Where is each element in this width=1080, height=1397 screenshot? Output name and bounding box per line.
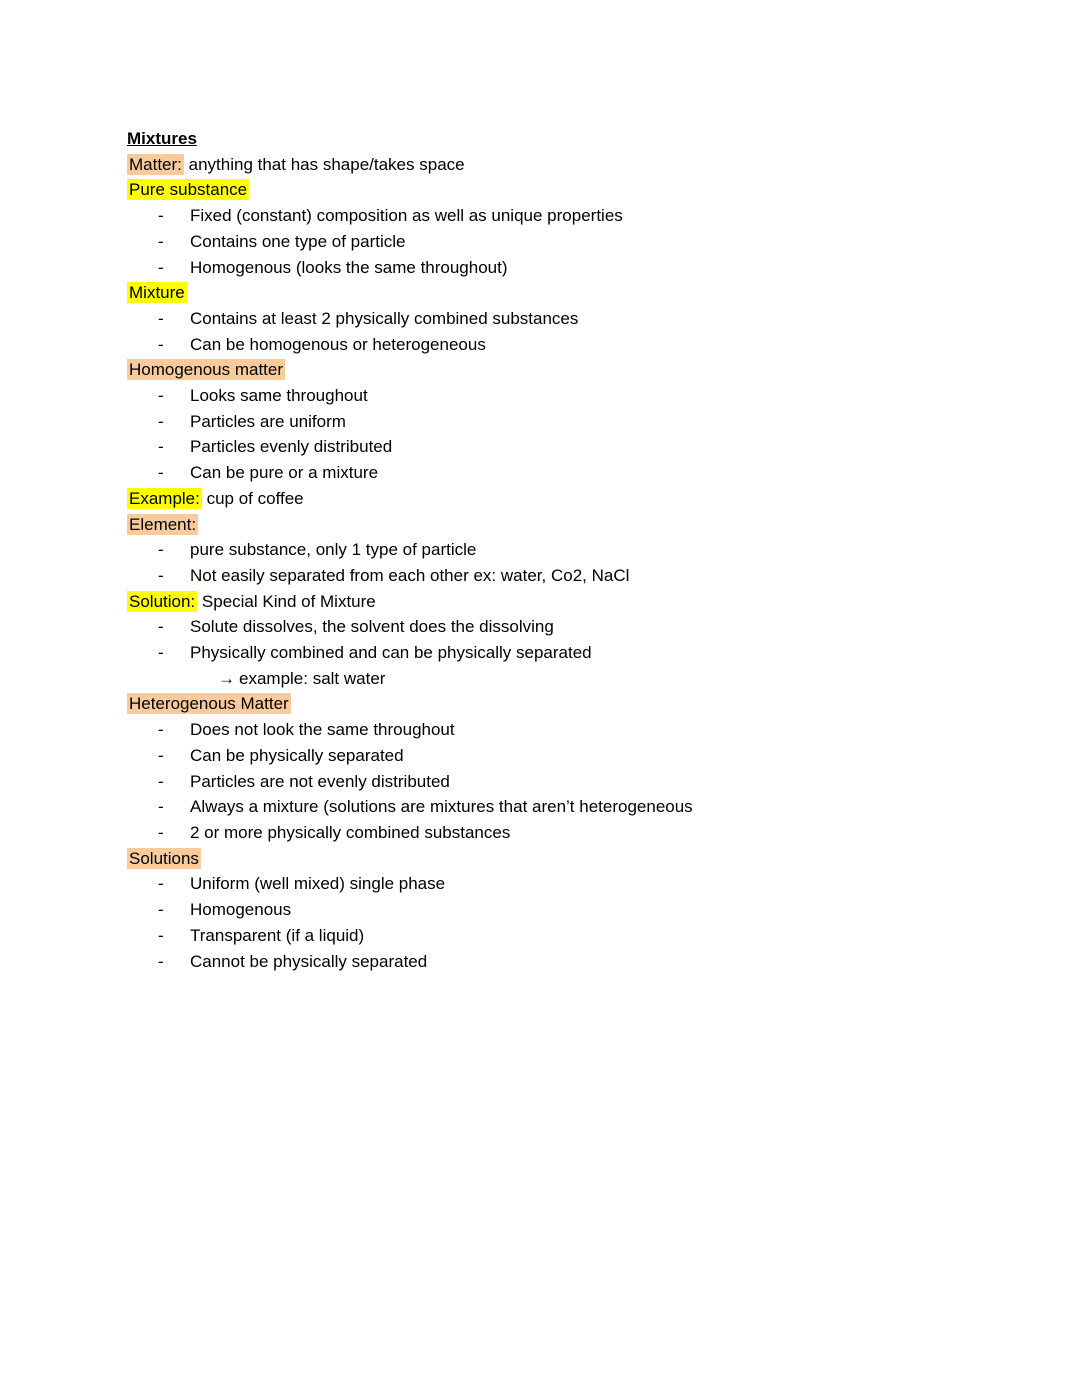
highlighted-term: Homogenous matter: [129, 360, 284, 380]
bullet-dash-marker: -: [158, 565, 164, 585]
bullet-text: 2 or more physically combined substances: [190, 822, 511, 842]
bullet-item: [127, 717, 957, 743]
bullet-item: [127, 383, 957, 409]
bullet-item: [127, 409, 957, 435]
bullet-dash-marker: -: [158, 951, 164, 971]
bullet-text: Contains at least 2 physically combined substances: [190, 308, 579, 328]
bullet-item: [127, 537, 957, 563]
bullet-text: Particles are not evenly distributed: [190, 771, 450, 791]
term-line: [127, 589, 957, 615]
term-definition: anything that has shape/takes space: [183, 154, 465, 174]
bullet-item: [127, 563, 957, 589]
bullet-item: [127, 743, 957, 769]
bullet-item: [127, 229, 957, 255]
highlighted-term: Element:: [129, 514, 197, 534]
term-line: [127, 177, 957, 203]
bullet-item: [127, 897, 957, 923]
bullet-dash-marker: -: [158, 745, 164, 765]
bullet-dash-marker: -: [158, 874, 164, 894]
bullet-text: Can be homogenous or heterogeneous: [190, 334, 486, 354]
bullet-text: Cannot be physically separated: [190, 951, 428, 971]
bullet-text: Homogenous: [190, 900, 292, 920]
bullet-text: Physically combined and can be physically separated: [190, 643, 592, 663]
bullet-text: Homogenous (looks the same throughout): [190, 257, 508, 277]
term-definition: cup of coffee: [201, 488, 304, 508]
bullet-item: [127, 640, 957, 666]
term-line: [127, 152, 957, 178]
bullet-item: [127, 871, 957, 897]
subnote-text: example: salt water: [239, 668, 386, 688]
bullet-text: Not easily separated from each other ex: water, Co2, NaCl: [190, 565, 630, 585]
term-definition: Special Kind of Mixture: [197, 591, 376, 611]
bullet-dash-marker: -: [158, 720, 164, 740]
term-line: [127, 486, 957, 512]
bullet-item: [127, 769, 957, 795]
bullet-item: [127, 614, 957, 640]
bullet-item: [127, 794, 957, 820]
bullet-text: Particles evenly distributed: [190, 437, 393, 457]
bullet-dash-marker: -: [158, 822, 164, 842]
bullet-item: [127, 332, 957, 358]
bullet-dash-marker: -: [158, 617, 164, 637]
highlighted-term: Solutions: [129, 848, 199, 868]
arrow-subnote: [127, 666, 957, 692]
highlighted-term: Heterogenous Matter: [129, 694, 289, 714]
bullet-dash-marker: -: [158, 386, 164, 406]
bullet-dash-marker: -: [158, 411, 164, 431]
term-line: [127, 512, 957, 538]
bullet-item: [127, 820, 957, 846]
bullet-dash-marker: -: [158, 797, 164, 817]
bullet-dash-marker: -: [158, 334, 164, 354]
highlighted-term: Matter:: [129, 154, 182, 174]
term-line: [127, 691, 957, 717]
bullet-text: Solute dissolves, the solvent does the dissolving: [190, 617, 554, 637]
bullet-dash-marker: -: [158, 308, 164, 328]
bullet-item: [127, 923, 957, 949]
bullet-text: Fixed (constant) composition as well as unique properties: [190, 206, 623, 226]
bullet-item: [127, 203, 957, 229]
bullet-dash-marker: -: [158, 900, 164, 920]
highlighted-term: Mixture: [129, 283, 185, 303]
bullet-text: Particles are uniform: [190, 411, 346, 431]
bullet-text: Can be physically separated: [190, 745, 404, 765]
bullet-text: pure substance, only 1 type of particle: [190, 540, 477, 560]
bullet-text: Can be pure or a mixture: [190, 463, 379, 483]
highlighted-term: Pure substance: [129, 180, 248, 200]
bullet-text: Always a mixture (solutions are mixtures that aren’t heterogeneous: [190, 797, 693, 817]
bullet-dash-marker: -: [158, 231, 164, 251]
term-line: [127, 280, 957, 306]
bullet-text: Looks same throughout: [190, 386, 368, 406]
term-line: [127, 846, 957, 872]
bullet-dash-marker: -: [158, 643, 164, 663]
bullet-item: [127, 949, 957, 975]
bullet-dash-marker: -: [158, 540, 164, 560]
doc-title: Mixtures: [127, 129, 197, 148]
bullet-dash-marker: -: [158, 925, 164, 945]
document-content: [127, 126, 957, 974]
bullet-text: Uniform (well mixed) single phase: [190, 874, 446, 894]
bullet-text: Does not look the same throughout: [190, 720, 455, 740]
bullet-item: [127, 460, 957, 486]
bullet-item: [127, 306, 957, 332]
bullet-text: Contains one type of particle: [190, 231, 406, 251]
bullet-dash-marker: -: [158, 257, 164, 277]
bullet-dash-marker: -: [158, 771, 164, 791]
bullet-item: [127, 255, 957, 281]
term-line: [127, 357, 957, 383]
bullet-dash-marker: -: [158, 437, 164, 457]
bullet-dash-marker: -: [158, 463, 164, 483]
bullet-dash-marker: -: [158, 206, 164, 226]
bullet-item: [127, 434, 957, 460]
arrow-icon: →: [218, 668, 235, 688]
highlighted-term: Example:: [129, 488, 200, 508]
highlighted-term: Solution:: [129, 591, 196, 611]
bullet-text: Transparent (if a liquid): [190, 925, 365, 945]
